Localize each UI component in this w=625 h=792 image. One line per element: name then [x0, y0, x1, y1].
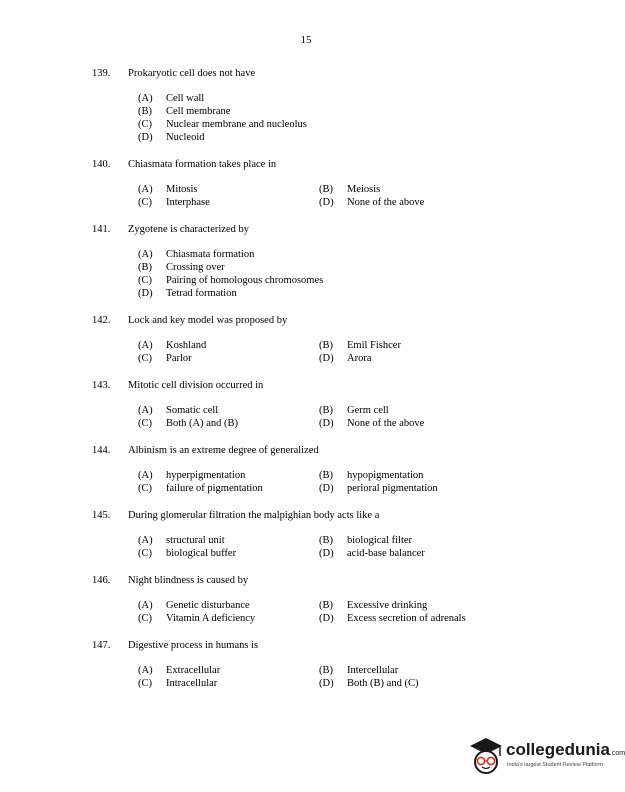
option-d: (D) None of the above	[319, 418, 425, 429]
option-b: (B) Meiosis	[319, 184, 381, 195]
question-text: Zygotene is characterized by	[128, 224, 249, 235]
question-stem	[92, 639, 572, 653]
question-141	[92, 223, 572, 300]
option-c: (C) failure of pigmentation	[138, 483, 263, 494]
question-147	[92, 639, 572, 690]
logo-wordmark: collegedunia.com	[506, 740, 625, 759]
question-stem	[92, 223, 572, 237]
question-text: Mitotic cell division occurred in	[128, 380, 264, 391]
question-number: 143.	[92, 380, 111, 391]
question-text: Albinism is an extreme degree of generalized	[128, 445, 319, 456]
option-a: (A) Genetic disturbance	[138, 600, 250, 611]
option-b: (B) Excessive drinking	[319, 600, 428, 611]
option-c: (C) Nuclear membrane and nucleolus	[138, 119, 307, 130]
question-text: Lock and key model was proposed by	[128, 315, 288, 326]
option-a: (A) Koshland	[138, 340, 207, 351]
question-140	[92, 158, 572, 209]
options-list	[138, 248, 572, 300]
question-stem	[92, 444, 572, 458]
options-grid	[138, 404, 572, 430]
option-c: (C) Both (A) and (B)	[138, 418, 239, 429]
collegedunia-logo	[466, 734, 625, 780]
option-b: (B) Germ cell	[319, 405, 389, 416]
option-a: (A) Somatic cell	[138, 405, 219, 416]
option-a: (A) Mitosis	[138, 184, 198, 195]
question-144	[92, 444, 572, 495]
question-number: 140.	[92, 159, 111, 170]
option-a: (A) Cell wall	[138, 93, 205, 104]
question-number: 142.	[92, 315, 111, 326]
question-146	[92, 574, 572, 625]
option-c: (C) Parlor	[138, 353, 192, 364]
options-grid	[138, 664, 572, 690]
option-b: (B) Emil Fishcer	[319, 340, 401, 351]
option-d: (D) perioral pigmentation	[319, 483, 438, 494]
question-number: 144.	[92, 445, 111, 456]
question-number: 139.	[92, 68, 111, 79]
option-c: (C) Pairing of homologous chromosomes	[138, 275, 324, 286]
question-number: 146.	[92, 575, 111, 586]
question-number: 147.	[92, 640, 111, 651]
option-c: (C) Interphase	[138, 197, 210, 208]
option-b: (B) hypopigmentation	[319, 470, 424, 481]
options-grid	[138, 599, 572, 625]
question-text: Night blindness is caused by	[128, 575, 249, 586]
options-grid	[138, 469, 572, 495]
question-text: Chiasmata formation takes place in	[128, 159, 277, 170]
option-a: (A) structural unit	[138, 535, 225, 546]
option-d: (D) acid-base balancer	[319, 548, 425, 559]
option-b: (B) Crossing over	[138, 262, 225, 273]
option-d: (D) Arora	[319, 353, 372, 364]
question-145	[92, 509, 572, 560]
question-142	[92, 314, 572, 365]
question-139	[92, 67, 572, 144]
option-d: (D) Nucleoid	[138, 132, 205, 143]
option-d: (D) Excess secretion of adrenals	[319, 613, 466, 624]
option-c: (C) Intracellular	[138, 678, 218, 689]
option-b: (B) biological filter	[319, 535, 413, 546]
option-d: (D) Tetrad formation	[138, 288, 237, 299]
question-stem	[92, 509, 572, 523]
option-c: (C) Vitamin A deficiency	[138, 613, 256, 624]
question-number: 145.	[92, 510, 111, 521]
logo-tagline: India's largest Student Review Platform	[507, 762, 603, 768]
question-stem	[92, 574, 572, 588]
graduate-mascot-icon	[466, 734, 506, 778]
question-stem	[92, 379, 572, 393]
option-a: (A) Extracellular	[138, 665, 221, 676]
option-a: (A) Chiasmata formation	[138, 249, 255, 260]
question-number: 141.	[92, 224, 111, 235]
question-stem	[92, 158, 572, 172]
question-143	[92, 379, 572, 430]
options-list	[138, 92, 572, 144]
options-grid	[138, 534, 572, 560]
option-b: (B) Intercellular	[319, 665, 399, 676]
question-stem	[92, 314, 572, 328]
question-text: Digestive process in humans is	[128, 640, 259, 651]
options-grid	[138, 183, 572, 209]
page-number: 15	[300, 34, 312, 46]
options-grid	[138, 339, 572, 365]
option-d: (D) Both (B) and (C)	[319, 678, 419, 689]
question-text: Prokaryotic cell does not have	[128, 68, 256, 79]
question-text: During glomerular filtration the malpighian body acts like a	[128, 510, 380, 521]
option-a: (A) hyperpigmentation	[138, 470, 246, 481]
option-b: (B) Cell membrane	[138, 106, 231, 117]
option-d: (D) None of the above	[319, 197, 425, 208]
question-stem	[92, 67, 572, 81]
option-c: (C) biological buffer	[138, 548, 237, 559]
